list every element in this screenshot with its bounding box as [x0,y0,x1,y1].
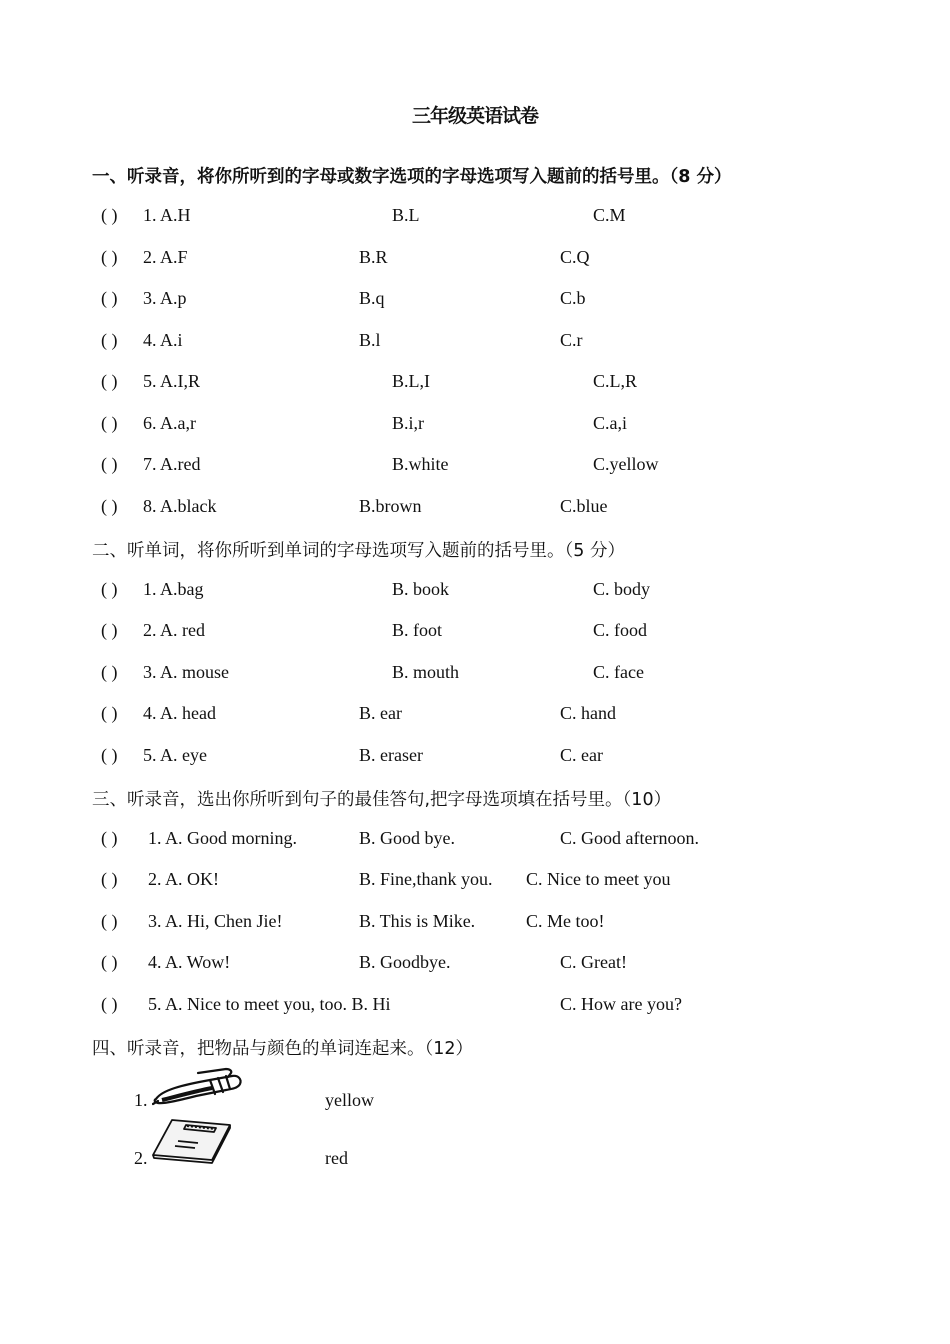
option-c: C. How are you? [560,994,682,1014]
option-b: B. mouth [392,662,460,682]
answer-bracket[interactable]: ( ) [101,869,118,889]
option-c: C. Great! [560,952,627,972]
page-title: 三年级英语试卷 [411,105,538,127]
option-c: C.L,R [593,371,638,391]
option-b: B. eraser [359,745,423,765]
answer-bracket[interactable]: ( ) [101,454,118,474]
answer-bracket[interactable]: ( ) [101,662,118,682]
option-b: B. This is Mike. [359,911,476,931]
question-row [0,579,950,603]
option-c: C. Nice to meet you [526,869,671,889]
option-b: B. book [392,579,450,599]
answer-bracket[interactable]: ( ) [101,330,118,350]
answer-bracket[interactable]: ( ) [101,994,118,1014]
question-row [0,869,950,893]
answer-bracket[interactable]: ( ) [101,579,118,599]
question-row [0,703,950,727]
answer-bracket[interactable]: ( ) [101,288,118,308]
answer-bracket[interactable]: ( ) [101,952,118,972]
option-b: B.L [392,205,420,225]
answer-bracket[interactable]: ( ) [101,413,118,433]
option-c: C.a,i [593,413,627,433]
option-a: 2. A. OK! [148,869,219,889]
option-b: B. ear [359,703,402,723]
option-b: B. foot [392,620,443,640]
option-a: 3. A.p [143,288,187,308]
option-a: 7. A.red [143,454,201,474]
option-a: 8. A.black [143,496,217,516]
question-row [0,620,950,644]
option-c: C.M [593,205,626,225]
section-2-heading: 二、听单词，将你所听到单词的字母选项写入题前的括号里。（5 分） [92,541,625,561]
question-row [0,994,950,1018]
option-b: B.q [359,288,385,308]
option-a: 5. A. eye [143,745,207,765]
answer-bracket[interactable]: ( ) [101,828,118,848]
option-c: C. ear [560,745,603,765]
question-row [0,205,950,229]
option-a: 1. A.H [143,205,191,225]
option-c: C. Good afternoon. [560,828,699,848]
question-row [0,247,950,271]
option-b: B. Goodbye. [359,952,451,972]
option-a: 5. A.I,R [143,371,201,391]
answer-bracket[interactable]: ( ) [101,496,118,516]
match-word[interactable]: yellow [325,1090,374,1110]
answer-bracket[interactable]: ( ) [101,371,118,391]
option-b: B.L,I [392,371,430,391]
question-row [0,952,950,976]
option-c: C. hand [560,703,616,723]
option-c: C.yellow [593,454,659,474]
option-c: C. body [593,579,651,599]
answer-bracket[interactable]: ( ) [101,247,118,267]
question-row [0,413,950,437]
option-a: 1. A.bag [143,579,204,599]
option-a: 1. A. Good morning. [148,828,298,848]
question-row [0,371,950,395]
option-b: B.R [359,247,388,267]
option-c: C.blue [560,496,608,516]
option-a: 6. A.a,r [143,413,196,433]
option-a: 3. A. Hi, Chen Jie! [148,911,283,931]
pen-icon [152,1066,244,1108]
option-a: 5. A. Nice to meet you, too. B. Hi [148,994,391,1014]
question-row [0,454,950,478]
option-b: B. Fine,thank you. [359,869,493,889]
question-row [0,745,950,769]
option-a: 4. A. Wow! [148,952,231,972]
option-c: C. Me too! [526,911,605,931]
option-c: C.Q [560,247,590,267]
match-number: 1. [134,1090,148,1110]
option-b: B.brown [359,496,422,516]
option-a: 2. A. red [143,620,205,640]
question-row [0,662,950,686]
option-a: 4. A. head [143,703,216,723]
question-row [0,330,950,354]
option-b: B.white [392,454,449,474]
question-row [0,288,950,312]
answer-bracket[interactable]: ( ) [101,620,118,640]
question-row [0,828,950,852]
section-1-heading: 一、听录音，将你所听到的字母或数字选项的字母选项写入题前的括号里。（8 分） [92,167,732,187]
option-a: 4. A.i [143,330,183,350]
question-row [0,911,950,935]
answer-bracket[interactable]: ( ) [101,703,118,723]
option-a: 2. A.F [143,247,188,267]
answer-bracket[interactable]: ( ) [101,745,118,765]
match-number: 2. [134,1148,148,1168]
option-b: B.i,r [392,413,425,433]
option-c: C.b [560,288,586,308]
option-c: C.r [560,330,583,350]
option-c: C. face [593,662,644,682]
notebook-icon [150,1117,234,1165]
option-a: 3. A. mouse [143,662,230,682]
option-b: B. Good bye. [359,828,455,848]
section-4-heading: 四、听录音，把物品与颜色的单词连起来。（12） [92,1039,474,1059]
option-c: C. food [593,620,647,640]
question-row [0,496,950,520]
answer-bracket[interactable]: ( ) [101,205,118,225]
match-word[interactable]: red [325,1148,348,1168]
option-b: B.l [359,330,381,350]
section-3-heading: 三、听录音，选出你所听到句子的最佳答句,把字母选项填在括号里。（10） [92,790,672,810]
answer-bracket[interactable]: ( ) [101,911,118,931]
